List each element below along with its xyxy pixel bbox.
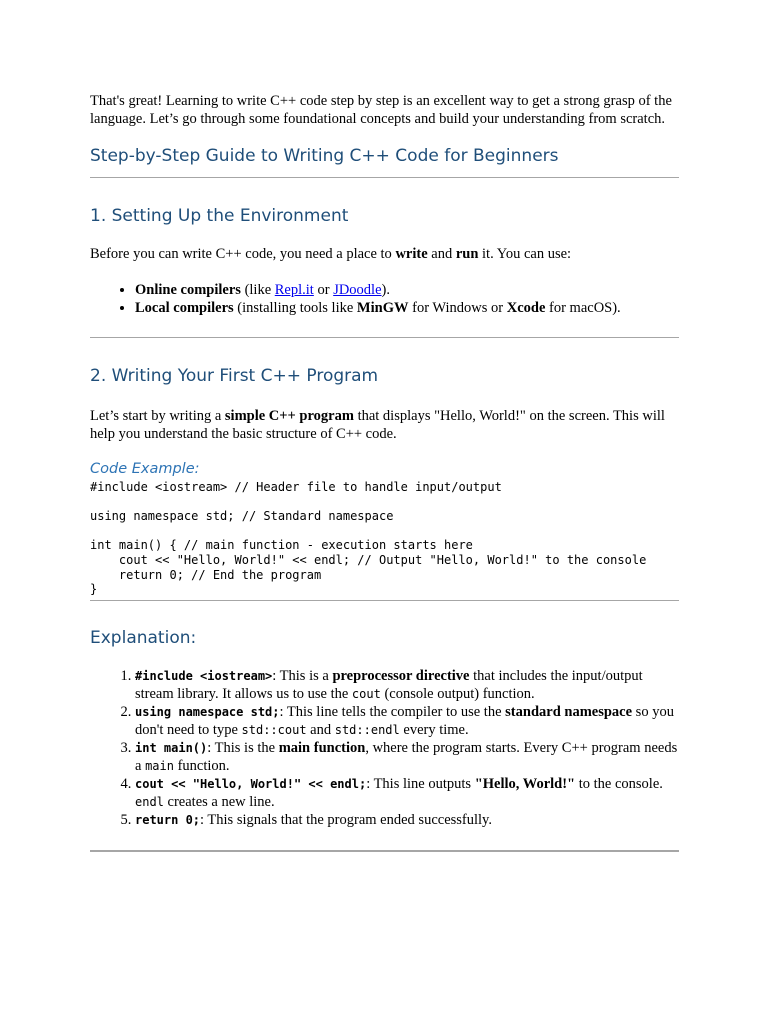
divider (90, 177, 679, 178)
document-page (90, 92, 679, 852)
explanation-heading: Explanation: (90, 627, 197, 648)
section-2-heading: 2. Writing Your First C++ Program (90, 366, 379, 386)
divider (90, 337, 679, 338)
compiler-list (90, 281, 679, 317)
section-1-heading: 1. Setting Up the Environment (90, 206, 349, 226)
list-item: • Local compilers (installing tools like MinGW for Windows or Xcode for macOS). (135, 299, 679, 317)
section-2-paragraph: Let’s start by writing a simple C++ program that displays "Hello, World!" on the screen. This will help you understand the basic structure of C++ code. (90, 408, 665, 442)
guide-title: Step-by-Step Guide to Writing C++ Code for Beginners (90, 146, 559, 166)
list-item: 1. #include <iostream>: This is a preprocessor directive that includes the input/output stream library. It allows us to use the cout (console output) function. (135, 667, 679, 703)
code-example-label: Code Example: (90, 461, 200, 477)
section-1-paragraph: Before you can write C++ code, you need a place to write and run it. You can use: (90, 246, 572, 262)
divider (90, 600, 679, 601)
list-item: 5. return 0;: This signals that the program ended successfully. (135, 811, 679, 829)
replit-link[interactable]: Repl.it (274, 282, 314, 298)
list-item: • Online compilers (like Repl.it or JDoodle). (135, 281, 679, 299)
divider (90, 850, 679, 852)
intro-paragraph: That's great! Learning to write C++ code step by step is an excellent way to get a strong grasp of the language. Let’s go through some foundational concepts and build your understanding from scratch. (90, 93, 672, 127)
explanation-list (90, 667, 679, 829)
list-item: 3. int main(): This is the main function, where the program starts. Every C++ program needs a main function. (135, 739, 679, 775)
code-block: #include <iostream> // Header file to handle input/output using namespace std; // Standard namespace int main() { // main function - execution starts here cout << "Hello, World!" << endl; // Output "Hello, World!" to the console return 0; // End the program } (90, 480, 647, 597)
list-item: 4. cout << "Hello, World!" << endl;: This line outputs "Hello, World!" to the console. endl creates a new line. (135, 775, 679, 811)
jdoodle-link[interactable]: JDoodle (333, 282, 382, 298)
list-item: 2. using namespace std;: This line tells the compiler to use the standard namespace so you don't need to type std::cout and std::endl every time. (135, 703, 679, 739)
